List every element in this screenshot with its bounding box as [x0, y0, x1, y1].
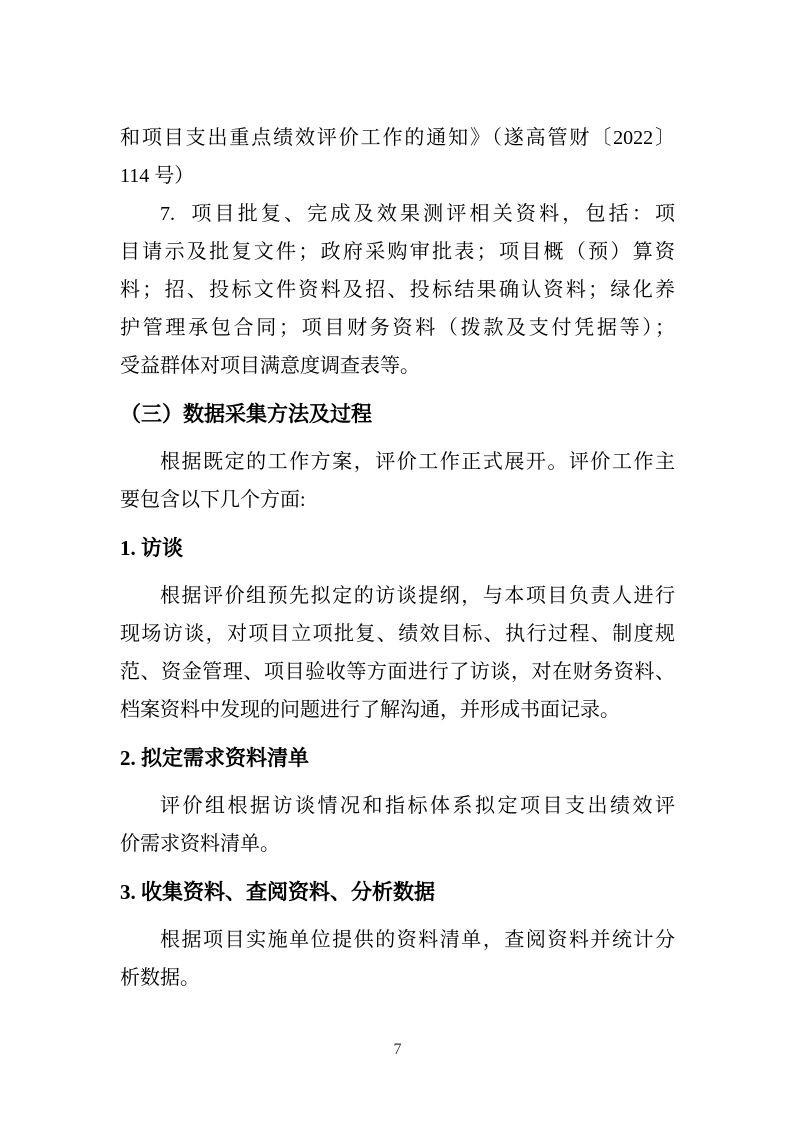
paragraph-work-plan-intro [120, 443, 675, 519]
paragraph-notice-reference [120, 119, 675, 195]
text-line: 料；招、投标文件资料及招、投标结果确认资料；绿化养 [120, 279, 675, 301]
paragraph-interview-details [120, 577, 675, 729]
paragraph-analyze-details [120, 921, 675, 997]
text-line: 根据既定的工作方案，评价工作正式展开。评价工作主 [160, 451, 675, 473]
subheading-collect-review-analyze: 3. 收集资料、查阅资料、分析数据 [120, 880, 435, 904]
text-line: 范、资金管理、项目验收等方面进行了访谈，对在财务资料、 [120, 661, 675, 683]
paragraph-materials-list-details [120, 787, 675, 863]
text-line: 析数据。 [120, 967, 200, 989]
text-line: 114 号） [120, 165, 195, 187]
text-line: 根据评价组预先拟定的访谈提纲，与本项目负责人进行 [160, 585, 675, 607]
page-number: 7 [393, 1041, 402, 1058]
text-line: 和项目支出重点绩效评价工作的通知》（遂高管财〔2022〕 [120, 127, 675, 149]
text-line: 目请示及批复文件；政府采购审批表；项目概（预）算资 [120, 241, 675, 263]
text-line: 要包含以下几个方面: [120, 489, 306, 511]
text-line: 7. 项目批复、完成及效果测评相关资料，包括：项 [160, 203, 675, 225]
paragraph-item-7-materials [120, 195, 675, 385]
text-line: 价需求资料清单。 [120, 833, 280, 855]
text-line: 根据项目实施单位提供的资料清单，查阅资料并统计分 [160, 929, 675, 951]
page-content [120, 119, 675, 997]
subheading-materials-list: 2. 拟定需求资料清单 [120, 746, 309, 770]
subheading-interview: 1. 访谈 [120, 536, 183, 560]
text-line: 护管理承包合同；项目财务资料（拨款及支付凭据等）； [120, 317, 675, 339]
text-line: 现场访谈，对项目立项批复、绩效目标、执行过程、制度规 [120, 623, 675, 645]
text-line: 评价组根据访谈情况和指标体系拟定项目支出绩效评 [160, 795, 675, 817]
text-line: 受益群体对项目满意度调查表等。 [120, 355, 420, 377]
section-heading-data-collection: （三）数据采集方法及过程 [120, 402, 372, 426]
text-line: 档案资料中发现的问题进行了解沟通，并形成书面记录。 [120, 699, 620, 721]
